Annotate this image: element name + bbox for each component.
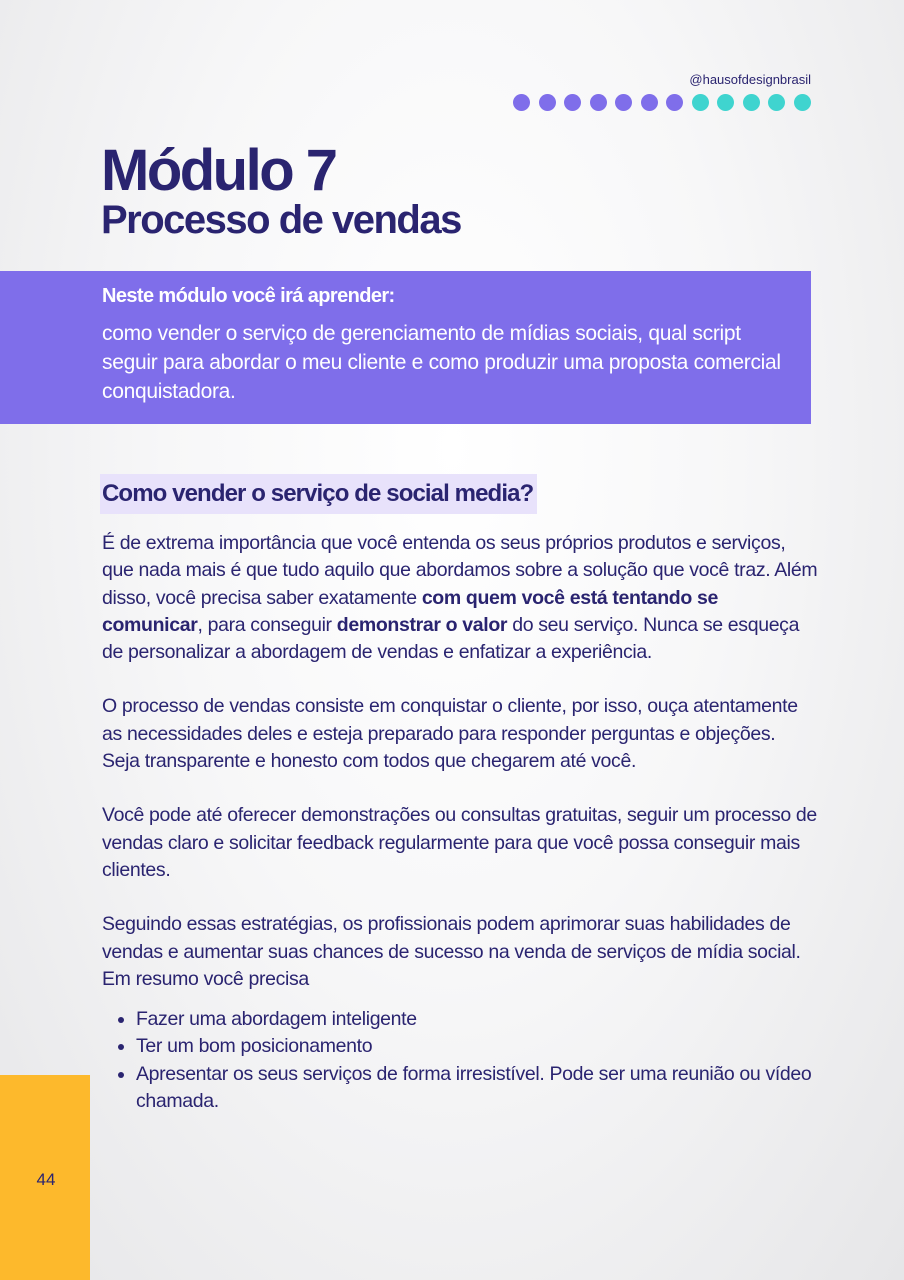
paragraph: O processo de vendas consiste em conquistar o cliente, por isso, ouça atentamente as necessidades deles e esteja preparado para responder perguntas e objeções. Seja transparente e honesto com todos que chegarem até você. xyxy=(102,695,798,773)
paragraph xyxy=(102,530,818,666)
summary-list xyxy=(102,1006,818,1115)
dot xyxy=(768,94,785,111)
section-body xyxy=(102,530,818,1115)
section-title: Como vender o serviço de social media? xyxy=(100,474,537,514)
module-title: Módulo 7 xyxy=(101,138,336,203)
emphasis-text: com quem você está tentando se comunicar xyxy=(102,586,718,636)
dot xyxy=(717,94,734,111)
list-item: • Fazer uma abordagem inteligente xyxy=(136,1006,818,1033)
dot xyxy=(539,94,556,111)
list-item: • Ter um bom posicionamento xyxy=(136,1033,818,1060)
paragraph: Você pode até oferecer demonstrações ou consultas gratuitas, seguir um processo de vendas claro e solicitar feedback regularmente para que você possa conseguir mais clientes. xyxy=(102,804,817,881)
paragraph-text: do seu serviço. Nunca se esqueça de personalizar a abordagem de vendas e enfatizar a experiência. xyxy=(102,613,800,664)
paragraph-text: , para conseguir xyxy=(197,613,337,636)
dot xyxy=(615,94,632,111)
emphasis-text: demonstrar o valor xyxy=(336,613,508,636)
dot xyxy=(743,94,760,111)
dot xyxy=(513,94,530,111)
dot xyxy=(794,94,811,111)
dot xyxy=(666,94,683,111)
social-handle: @hausofdesignbrasil xyxy=(689,72,811,87)
paragraph: Seguindo essas estratégias, os profissionais podem aprimorar suas habilidades de vendas e aumentar suas chances de sucesso na venda de serviços de mídia social. Em resumo você precisa xyxy=(102,913,801,990)
decorative-dots xyxy=(513,94,811,111)
learning-objectives-text: como vender o serviço de gerenciamento de mídias sociais, qual script seguir para abordar o meu cliente e como produzir uma proposta comercial conquistadora. xyxy=(102,322,781,403)
dot xyxy=(641,94,658,111)
module-subtitle: Processo de vendas xyxy=(101,198,461,242)
page-number: 44 xyxy=(36,1170,56,1189)
dot xyxy=(692,94,709,111)
dot xyxy=(590,94,607,111)
learning-objectives-box xyxy=(0,271,811,424)
learning-objectives-heading: Neste módulo você irá aprender: xyxy=(102,285,395,307)
list-item: • Apresentar os seus serviços de forma irresistível. Pode ser uma reunião ou vídeo chamada. xyxy=(136,1061,818,1116)
paragraph-text: É de extrema importância que você entenda os seus próprios produtos e serviços, que nada mais é que tudo aquilo que abordamos sobre a solução que você traz. Além disso, você precisa saber exatamente xyxy=(102,532,818,609)
dot xyxy=(564,94,581,111)
